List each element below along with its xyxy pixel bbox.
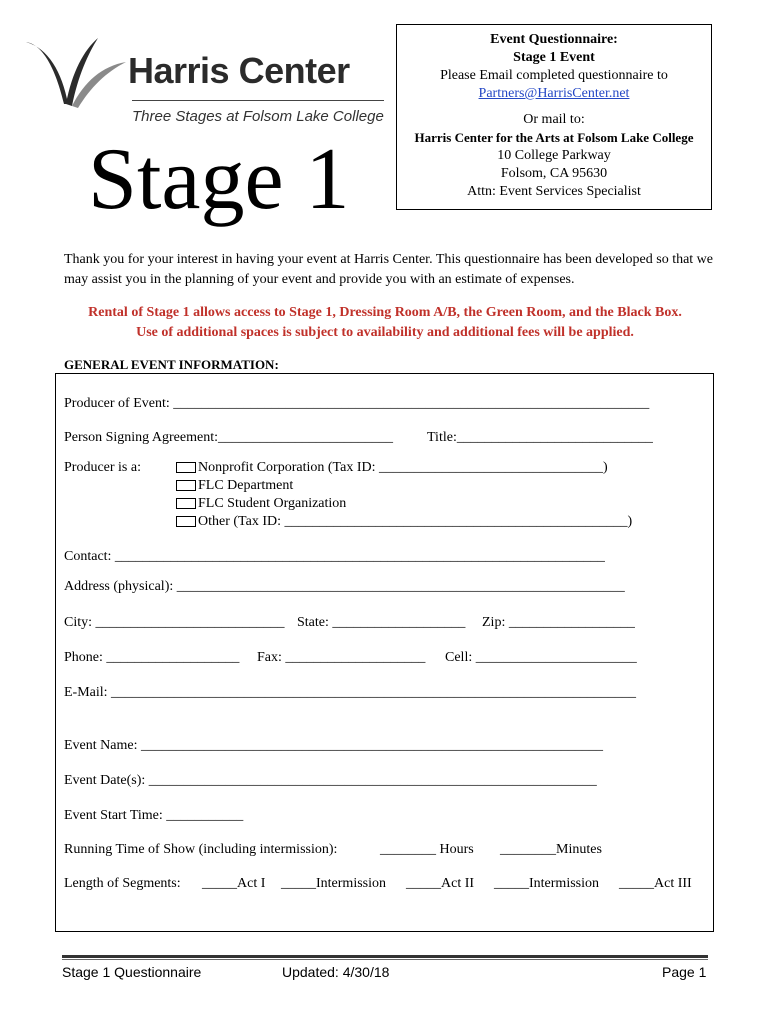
- footer-divider-thin: [62, 959, 708, 960]
- state-field[interactable]: State: ___________________: [297, 615, 466, 630]
- phone-field[interactable]: Phone: ___________________: [64, 650, 240, 665]
- city-field[interactable]: City: ___________________________: [64, 615, 285, 630]
- contact-field[interactable]: Contact: ______________________________________________________________________: [64, 549, 605, 564]
- email-link[interactable]: Partners@HarrisCenter.net: [478, 86, 630, 101]
- logo-divider: [132, 100, 384, 101]
- address-field[interactable]: Address (physical): ________________________________________________________________: [64, 579, 625, 594]
- flc-department-checkbox[interactable]: [176, 480, 196, 491]
- act3-field[interactable]: _____Act III: [619, 876, 692, 891]
- footer-doc-name: Stage 1 Questionnaire: [62, 964, 202, 980]
- mail-label: Or mail to:: [523, 112, 585, 127]
- fax-field[interactable]: Fax: ____________________: [257, 650, 426, 665]
- harris-center-logo-icon: [22, 32, 132, 122]
- option-flc-student[interactable]: [176, 496, 346, 512]
- stage-title: Stage 1: [88, 131, 350, 228]
- rental-notice-line1: Rental of Stage 1 allows access to Stage 1, Dressing Room A/B, the Green Room, and the Black Box.: [88, 305, 682, 320]
- email-field[interactable]: E-Mail: ___________________________________________________________________________: [64, 685, 637, 700]
- intro-paragraph: Thank you for your interest in having your event at Harris Center. This questionnaire has been developed so that we may assist you in the planning of your event and provide you with an estimate of expenses.: [64, 252, 714, 287]
- contact-info-box: [396, 24, 712, 210]
- email-instruction: Please Email completed questionnaire to: [440, 68, 668, 83]
- logo-name: Harris Center: [128, 50, 350, 91]
- flc-student-checkbox[interactable]: [176, 498, 196, 509]
- act2-field[interactable]: _____Act II: [406, 876, 475, 891]
- option-nonprofit-label: Nonprofit Corporation (Tax ID: ________________________________): [198, 460, 608, 475]
- zip-field[interactable]: Zip: __________________: [482, 615, 635, 630]
- city-state-zip: Folsom, CA 95630: [500, 166, 608, 181]
- title-field[interactable]: Title:____________________________: [427, 430, 653, 445]
- running-hours-field[interactable]: ________ Hours: [380, 842, 474, 857]
- rental-notice: [40, 303, 730, 343]
- footer-divider: [62, 955, 708, 958]
- producer-field[interactable]: Producer of Event: ____________________________________________________________________: [64, 396, 650, 411]
- general-info-form: [55, 373, 714, 932]
- street-address: 10 College Parkway: [497, 148, 611, 163]
- questionnaire-title: Event Questionnaire:: [490, 32, 618, 47]
- logo-tagline: Three Stages at Folsom Lake College: [132, 108, 384, 125]
- option-other[interactable]: [176, 514, 632, 530]
- event-dates-field[interactable]: Event Date(s): ________________________________________________________________: [64, 773, 597, 788]
- act1-field[interactable]: _____Act I: [202, 876, 266, 891]
- nonprofit-checkbox[interactable]: [176, 462, 196, 473]
- footer-updated-date: Updated: 4/30/18: [282, 964, 390, 980]
- footer-page-number: Page 1: [662, 964, 707, 980]
- questionnaire-subtitle: Stage 1 Event: [513, 50, 595, 65]
- producer-type-label: Producer is a:: [64, 460, 141, 475]
- running-minutes-field[interactable]: ________Minutes: [500, 842, 602, 857]
- event-name-field[interactable]: Event Name: __________________________________________________________________: [64, 738, 603, 753]
- option-other-label: Other (Tax ID: _________________________________________________): [198, 514, 633, 529]
- option-flc-student-label: FLC Student Organization: [198, 496, 347, 511]
- other-checkbox[interactable]: [176, 516, 196, 527]
- event-start-time-field[interactable]: Event Start Time: ___________: [64, 808, 244, 823]
- segments-label: Length of Segments:: [64, 876, 181, 891]
- signing-agreement-field[interactable]: Person Signing Agreement:_________________________: [64, 430, 393, 445]
- option-nonprofit[interactable]: [176, 460, 608, 476]
- cell-field[interactable]: Cell: _______________________: [445, 650, 637, 665]
- intermission2-field[interactable]: _____Intermission: [494, 876, 599, 891]
- org-name: Harris Center for the Arts at Folsom Lake College: [414, 130, 694, 145]
- section-heading: GENERAL EVENT INFORMATION:: [64, 357, 279, 372]
- attn-line: Attn: Event Services Specialist: [467, 184, 641, 199]
- intermission1-field[interactable]: _____Intermission: [281, 876, 386, 891]
- rental-notice-line2: Use of additional spaces is subject to availability and additional fees will be applied.: [136, 325, 634, 340]
- option-flc-department-label: FLC Department: [198, 478, 294, 493]
- option-flc-department[interactable]: [176, 478, 293, 494]
- running-time-label: Running Time of Show (including intermission):: [64, 842, 338, 857]
